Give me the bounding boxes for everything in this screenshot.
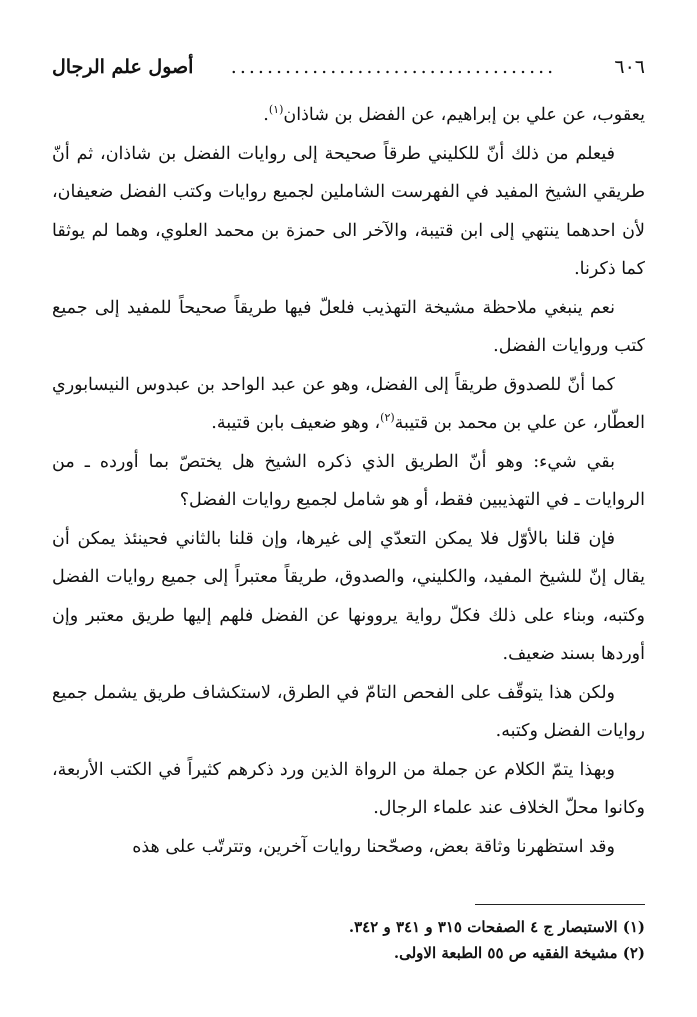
- line-1-text: يعقوب، عن علي بن إبراهيم، عن الفضل بن شاذان: [283, 105, 645, 125]
- paragraph-2: فيعلم من ذلك أنّ للكليني طرقاً صحيحة إلى روايات الفضل بن شاذان، ثم أنّ طريقي الشيخ المفيد في الفهرست الشاملين لجميع روايات وكتب الفضل ضعيفان، لأن احدهما ينتهي إلى ابن قتيبة، والآخر الى حمزة بن محمد العلوي، وهما لم يوثقا كما ذكرنا.: [52, 143, 645, 279]
- line-1-end: .: [263, 105, 269, 125]
- main-text: [52, 96, 645, 866]
- footnote-1: (١) الاستبصار ج ٤ الصفحات ٣١٥ و ٣٤١ و ٣٤٢.: [348, 918, 645, 936]
- paragraph-7: ولكن هذا يتوقّف على الفحص التامّ في الطرق، لاستكشاف طريق يشمل جميع روايات الفضل وكتبه.: [52, 682, 645, 741]
- footnotes: [52, 914, 645, 966]
- footnote-marker-2: (٢): [380, 411, 395, 424]
- paragraph-8: وبهذا يتمّ الكلام عن جملة من الرواة الذين ورد ذكرهم كثيراً في الكتب الأربعة، وكانوا محلّ الخلاف عند علماء الرجال.: [52, 759, 645, 818]
- header-leader-dots: ....................................: [230, 56, 557, 78]
- paragraph-1: [52, 96, 645, 135]
- paragraph-6: فإن قلنا بالأوّل فلا يمكن التعدّي إلى غيرها، وإن قلنا بالثاني فحينئذ يمكن أن يقال إنّ للشيخ المفيد، والكليني، والصدوق، طريقاً معتبراً إلى جميع روايات الفضل وكتبه، وبناء على ذلك فكلّ رواية يروونها عن الفضل فلهم إليها طريق معتبر وإن أوردها بسند ضعيف.: [52, 528, 645, 664]
- page-header: [46, 52, 651, 82]
- running-title: أصول علم الرجال: [52, 56, 194, 78]
- footnote-divider: [475, 904, 645, 905]
- paragraph-4: [52, 366, 645, 443]
- paragraph-9: وقد استظهرنا وثاقة بعض، وصحّحنا روايات آخرين، وتترتّب على هذه: [132, 836, 615, 857]
- paragraph-3: نعم ينبغي ملاحظة مشيخة التهذيب فلعلّ فيها طريقاً صحيحاً للمفيد إلى جميع كتب وروايات الفضل.: [52, 297, 645, 356]
- paragraph-5: بقي شيء: وهو أنّ الطريق الذي ذكره الشيخ هل يختصّ بما أورده ـ من الروايات ـ في التهذيبين فقط، أو هو شامل لجميع روايات الفضل؟: [52, 451, 645, 510]
- paragraph-4-end: ، وهو ضعيف بابن قتيبة.: [211, 413, 381, 433]
- page-number: ٦٠٦: [614, 56, 645, 78]
- footnote-marker-1: (١): [268, 103, 284, 116]
- footnote-2: (٢) مشيخة الفقيه ص ٥٥ الطبعة الاولى.: [393, 944, 645, 962]
- paragraph-4-start: كما أنّ للصدوق طريقاً إلى الفضل، وهو عن عبد الواحد بن عبدوس النيسابوري العطّار، عن علي بن محمد بن قتيبة: [52, 374, 645, 433]
